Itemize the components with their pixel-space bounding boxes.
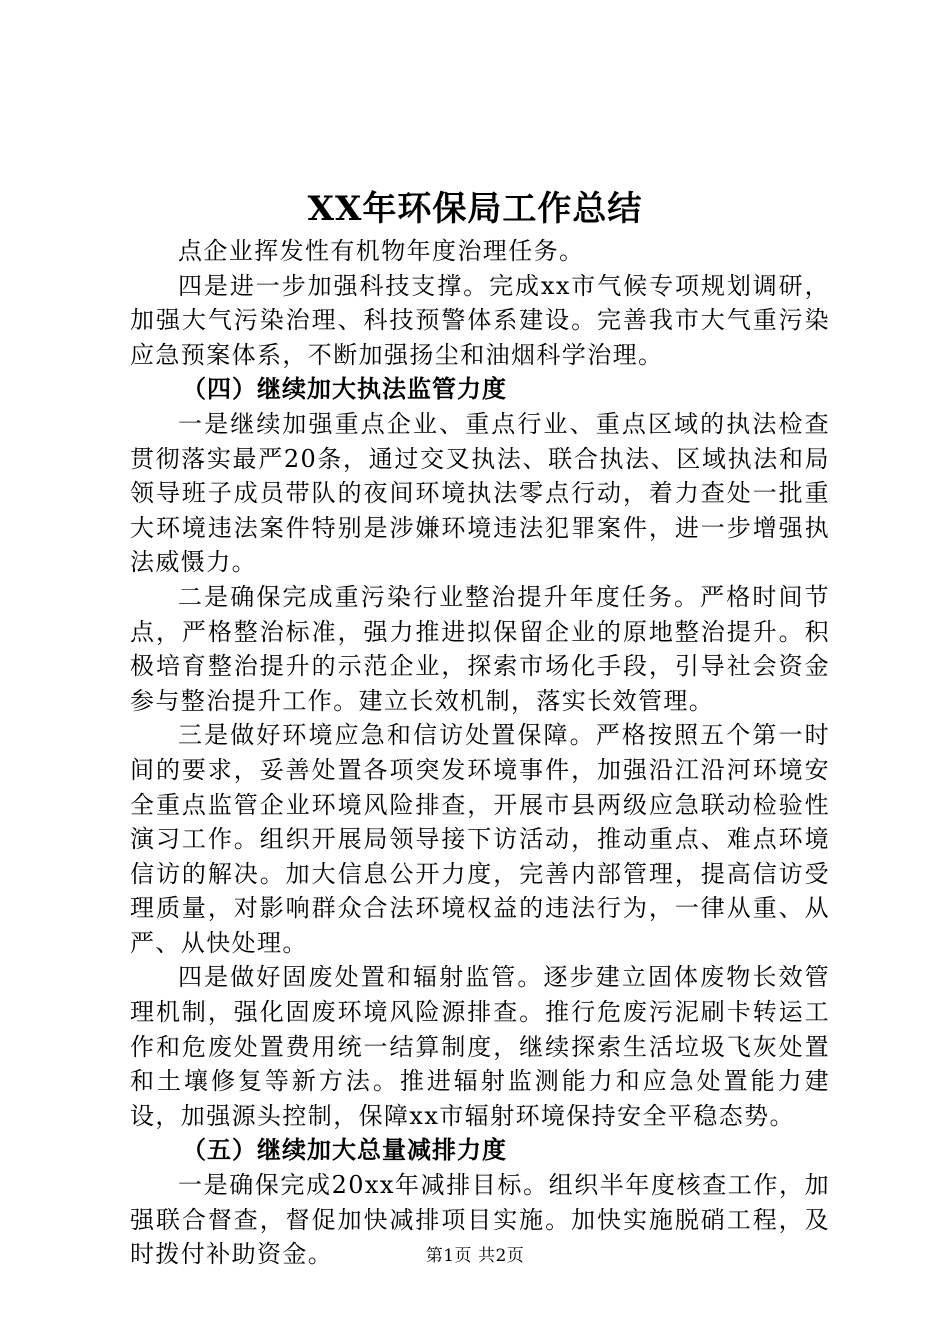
- document-title: XX年环保局工作总结: [307, 189, 643, 229]
- paragraph: 二是确保完成重污染行业整治提升年度任务。严格时间节点，严格整治标准，强力推进拟保留企业的原地整治提升。积极培育整治提升的示范企业，探索市场化手段，引导社会资金参与整治提升工作。建立长效机制，落实长效管理。: [130, 582, 830, 715]
- page-footer: 第1页 共2页: [425, 1246, 525, 1266]
- paragraph: 点企业挥发性有机物年度治理任务。: [178, 237, 585, 265]
- paragraph: 三是做好环境应急和信访处置保障。严格按照五个第一时间的要求，妥善处置各项突发环境事件，加强沿江沿河环境安全重点监管企业环境风险排查，开展市县两级应急联动检验性演习工作。组织开展局领导接下访活动，推动重点、难点环境信访的解决。加大信息公开力度，完善内部管理，提高信访受理质量，对影响群众合法环境权益的违法行为，一律从重、从严、从快处理。: [130, 721, 830, 957]
- paragraph: 四是进一步加强科技支撑。完成xx市气候专项规划调研，加强大气污染治理、科技预警体系建设。完善我市大气重污染应急预案体系，不断加强扬尘和油烟科学治理。: [130, 271, 830, 369]
- section-heading: （五）继续加大总量减排力度: [182, 1136, 507, 1165]
- section-heading: （四）继续加大执法监管力度: [182, 375, 507, 404]
- paragraph: 一是继续加强重点企业、重点行业、重点区域的执法检查贯彻落实最严20条，通过交叉执法、联合执法、区域执法和局领导班子成员带队的夜间环境执法零点行动，着力查处一批重大环境违法案件特别是涉嫌环境违法犯罪案件，进一步增强执法威慑力。: [130, 409, 830, 577]
- paragraph: 一是确保完成20xx年减排目标。组织半年度核查工作，加强联合督查，督促加快减排项目实施。加快实施脱硝工程，及时拨付补助资金。: [130, 1171, 830, 1269]
- paragraph: 四是做好固废处置和辐射监管。逐步建立固体废物长效管理机制，强化固废环境风险源排查。推行危废污泥刷卡转运工作和危废处置费用统一结算制度，继续探索生活垃圾飞灰处置和土壤修复等新方法。推进辐射监测能力和应急处置能力建设，加强源头控制，保障xx市辐射环境保持安全平稳态势。: [130, 963, 830, 1130]
- document-body: [130, 234, 830, 1272]
